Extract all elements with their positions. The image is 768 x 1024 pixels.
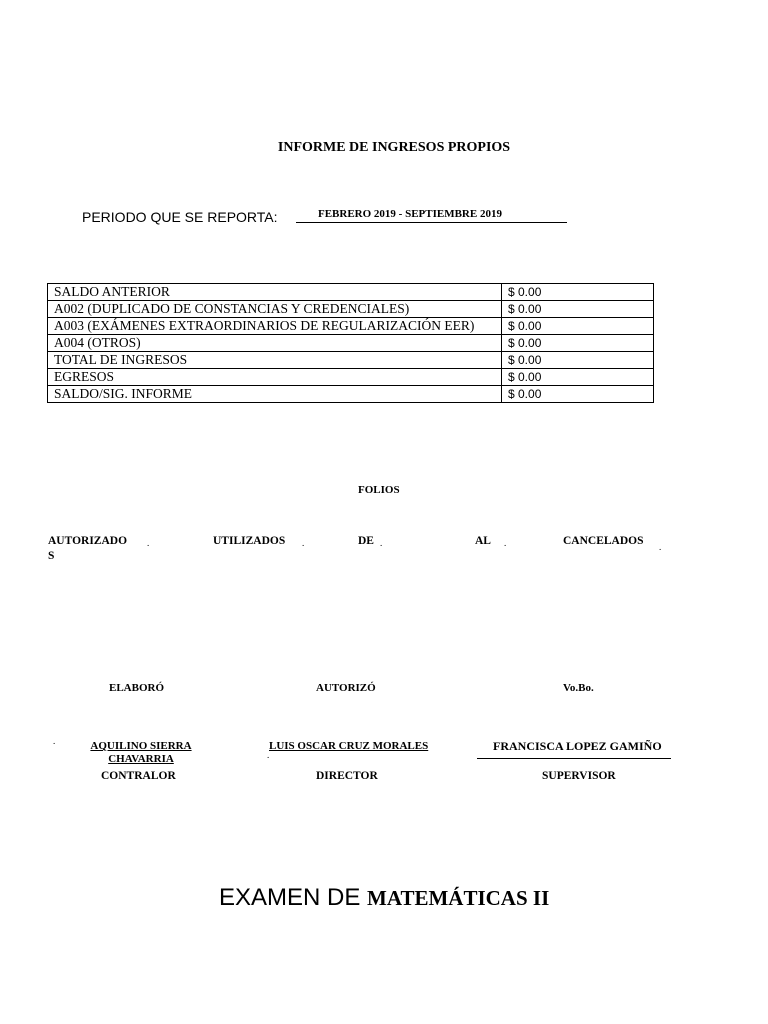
period-value: FEBRERO 2019 - SEPTIEMBRE 2019 <box>318 208 502 220</box>
table-row <box>48 335 654 352</box>
field-marker: . <box>267 750 270 760</box>
amount-cell: $ 0.00 <box>502 318 654 335</box>
concept-cell: A002 (DUPLICADO DE CONSTANCIAS Y CREDENCIALES) <box>48 301 502 318</box>
folios-title: FOLIOS <box>358 484 400 496</box>
concept-cell: A004 (OTROS) <box>48 335 502 352</box>
concept-cell: SALDO ANTERIOR <box>48 284 502 301</box>
field-marker: . <box>53 736 56 746</box>
table-row <box>48 386 654 403</box>
field-marker: . <box>302 538 305 548</box>
amount-cell: $ 0.00 <box>502 284 654 301</box>
concept-cell: A003 (EXÁMENES EXTRAORDINARIOS DE REGULARIZACIÓN EER) <box>48 318 502 335</box>
amount-cell: $ 0.00 <box>502 369 654 386</box>
period-underline <box>296 222 567 223</box>
table-row <box>48 301 654 318</box>
exam-heading-part2: MATEMÁTICAS II <box>367 886 550 910</box>
field-marker: . <box>147 538 150 548</box>
field-marker: . <box>504 538 507 548</box>
folios-al-label: AL <box>475 535 491 547</box>
table-row <box>48 318 654 335</box>
period-label: PERIODO QUE SE REPORTA: <box>82 209 278 225</box>
table-row <box>48 352 654 369</box>
table-row <box>48 284 654 301</box>
report-title: INFORME DE INGRESOS PROPIOS <box>277 140 511 155</box>
folios-de-label: DE <box>358 535 374 547</box>
elaboro-role: ELABORÓ <box>109 682 165 694</box>
folios-cancelados-label: CANCELADOS <box>563 535 644 547</box>
vobo-title: SUPERVISOR <box>542 770 616 782</box>
vobo-role: Vo.Bo. <box>563 682 594 694</box>
folios-autorizados-label-wrap: S <box>48 550 55 562</box>
concept-cell: SALDO/SIG. INFORME <box>48 386 502 403</box>
elaboro-name <box>82 740 200 766</box>
autorizo-title: DIRECTOR <box>316 770 378 782</box>
vobo-name: FRANCISCA LOPEZ GAMIÑO <box>493 739 662 753</box>
autorizo-role: AUTORIZÓ <box>316 682 376 694</box>
concept-cell: EGRESOS <box>48 369 502 386</box>
elaboro-name-line2: CHAVARRIA <box>108 753 174 765</box>
exam-heading <box>219 884 549 912</box>
autorizo-name: LUIS OSCAR CRUZ MORALES <box>269 740 429 752</box>
amount-cell: $ 0.00 <box>502 335 654 352</box>
folios-autorizados-label: AUTORIZADO <box>48 535 128 547</box>
exam-heading-part1: EXAMEN DE <box>219 884 368 911</box>
folios-utilizados-label: UTILIZADOS <box>213 535 286 547</box>
supervisor-signature-line <box>477 758 671 759</box>
elaboro-title: CONTRALOR <box>101 770 176 782</box>
field-marker: . <box>659 542 662 552</box>
elaboro-name-line1: AQUILINO SIERRA <box>90 740 192 752</box>
field-marker: . <box>380 538 383 548</box>
amount-cell: $ 0.00 <box>502 352 654 369</box>
amount-cell: $ 0.00 <box>502 386 654 403</box>
amount-cell: $ 0.00 <box>502 301 654 318</box>
income-table <box>47 283 654 403</box>
concept-cell: TOTAL DE INGRESOS <box>48 352 502 369</box>
table-row <box>48 369 654 386</box>
